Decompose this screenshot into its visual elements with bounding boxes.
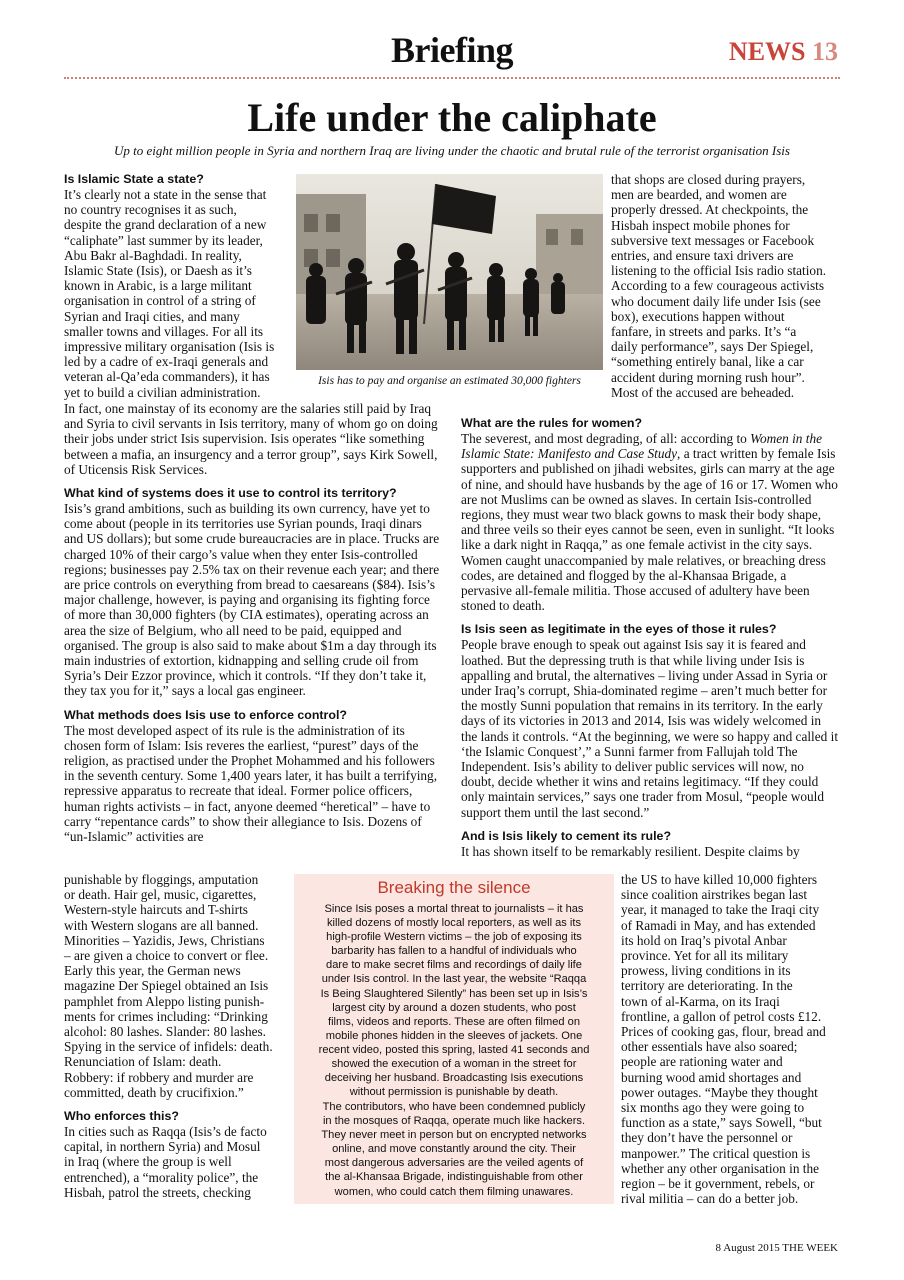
text-line: prowess, living conditions in its [621,963,791,979]
text-line: online, and move constantly around the city. Their [332,1143,576,1156]
question-heading: And is Isis likely to cement its rule? [461,828,672,843]
question-heading: What are the rules for women? [461,416,643,430]
text-line: Abu Bakr al-Baghdadi. In reality, [64,247,242,263]
militants-march-illustration [296,174,603,370]
section-q5-q7 [461,416,839,859]
text-line: of Ramadi in May, and has extended [621,917,816,933]
text-line: smaller towns and villages. For all its [64,323,264,339]
text-line: punishable by floggings, amputation [64,872,259,887]
text-line: veteran al-Qa’eda commanders), it has [64,369,270,385]
question-heading: Is Isis seen as legitimate in the eyes of those it rules? [461,622,777,637]
sidebar-paragraph-1 [298,902,610,1099]
text-line: “something entirely banal, like a car [611,354,804,370]
text-line: that shops are closed during prayers, [611,172,806,187]
text-line: they don’t have the personnel or [621,1130,793,1146]
text-line: town of al-Karma, on its Iraqi [621,993,780,1009]
q3-paragraph-a: The most developed aspect of its rule is the administration of its chosen form of Islam: Isis reveres the earliest, “purest” days of the religion, as practised under the Prophet Mohammed and his followers in the seventh century. Some 1,400 years later, it has built a terrifying, repressive apparatus to recreate that ideal. Former police officers, human rights activists – in fact, anyone deemed “heretical” – have to carry “repentance cards” to show their allegiance to Isis. Dozens of “un-Islamic” activities are [64,722,438,845]
text-line: most dangerous adversaries are the veiled agents of [324,1157,584,1170]
text-line: impressive military organisation (Isis is [64,339,275,355]
book-title: Women in the Islamic State: Manifesto and Case Study [461,431,823,462]
section-q1-intro [64,172,286,400]
text-line: organisation in control of a string of [64,293,256,309]
section-title: Briefing [391,30,513,70]
text-line: mobile phones hidden in the sleeves of jackets. One [325,1029,583,1042]
text-line: showed the execution of a woman in the street for [331,1058,577,1071]
text-line: killed dozens of mostly local reporters, as well as its [326,917,582,930]
text-line: burning wood amid shortages and [621,1069,802,1085]
publication-name: THE WEEK [782,1242,838,1254]
text-line: box), executions happen without [611,308,785,324]
question-heading: Who enforces this? [64,1109,179,1124]
text-line: It has shown itself to be remarkably resilient. Despite claims by [461,843,800,859]
news-page-label [729,37,838,67]
text-line: led by a cadre of ex-Iraqi generals and [64,354,269,370]
text-line: six months ago they were going to [621,1100,805,1116]
page-number: 13 [812,37,838,66]
text-line: in Iraq (where the group is well [64,1154,232,1170]
text-line: In cities such as Raqqa (Isis’s de facto [64,1124,267,1140]
text-line: daily performance”, says Der Spiegel, [611,339,814,355]
text-line: They never meet in person but on encrypted networks [321,1129,587,1142]
text-line: power outages. “Maybe they thought [621,1084,818,1100]
photo-caption: Isis has to pay and organise an estimated 30,000 fighters [318,375,581,387]
sidebar-paragraph-2 [298,1100,610,1199]
text-line: committed, death by crucifixion.” [64,1084,244,1100]
text-line: rival militia – can do a better job. [621,1191,799,1207]
section-q4-continued [611,172,843,400]
page-footer [716,1241,838,1255]
text-line: Is Being Slaughtered Silently” has been set up in Isis’s [320,987,588,1000]
text-line: Early this year, the German news [64,963,241,979]
question-heading: Is Islamic State a state? [64,172,204,186]
text-line: Western-style haircuts and T-shirts [64,902,248,918]
text-line: people are rationing water and [621,1054,783,1070]
text-run: The severest, and most degrading, of all: according to [461,431,751,446]
text-line: no country recognises it as such, [64,202,237,218]
text-line: barbarity has fallen to a handful of individuals who [331,945,577,958]
text-line: Most of the accused are beheaded. [611,384,795,400]
text-line: the al-Khansaa Brigade, indistinguishable from other [325,1171,583,1184]
text-line: men are bearded, and women are [611,187,787,203]
text-run: , a tract written by female Isis supporters and published on jihadi websites, girls can marry at the age of nine, and should have husbands by the age of 16 or 17. Women who are not Muslims can be owned as slaves. In certain Isis-controlled regions, they must wear two black gowns to mask their body shape, and three veils so their eyes cannot be seen, even in sunlight. “It looks like a dark night in Raqqa,” as one female activist in the city says. Women caught unaccompanied by male relatives, or breaching dress codes, are detained and flogged by the al-Khansaa Brigade, a pervasive all-female militia. Those accused of adultery have been stoned to death. [461,446,838,614]
text-line: whether any other organisation in the [621,1160,820,1176]
text-line: – are given a choice to convert or flee. [64,948,269,964]
q1-paragraph-1 [64,187,286,400]
text-line: alcohol: 80 lashes. Slander: 80 lashes. [64,1024,266,1040]
text-line: year, it managed to take the Iraqi city [621,902,820,918]
text-line: known in Arabic, is a large militant [64,278,252,294]
text-line: capital, in northern Syria) and Mosul [64,1139,261,1155]
text-line: other essentials have also soared; [621,1039,798,1055]
sidebar-title: Breaking the silence [377,878,531,897]
text-line: magazine Der Spiegel obtained an Isis [64,978,269,994]
header-divider [64,77,840,79]
text-line: the US to have killed 10,000 fighters [621,872,818,887]
text-line: under Isis control. In the last year, the website “Raqqa [321,973,587,986]
text-line: manpower.” The critical question is [621,1145,811,1161]
text-line: Since Isis poses a mortal threat to journalists – it has [324,903,584,915]
question-heading: What methods does Isis use to enforce control? [64,707,347,722]
text-line: Prices of cooking gas, flour, bread and [621,1024,826,1040]
text-line: Islamic State (Isis), or Daesh as it’s [64,263,252,279]
text-line: accident during morning rush hour”. [611,369,805,385]
text-line: Robbery: if robbery and murder are [64,1069,254,1085]
text-line: Hisbah inspect mobile phones for [611,217,790,233]
text-line: in the mosques of Raqqa, operate much like hackers. [322,1115,586,1128]
q5-paragraph [461,431,839,613]
q2-paragraph: Isis’s grand ambitions, such as building its own currency, have yet to come about (people in its territories use Syrian pounds, Iraqi dinars and US dollars); but some crude bureaucracies are in place. Trucks are charged 10% of their cargo’s value when they enter Isis-controlled regions; businesses pay 2.5% tax on their revenue each year; and there are price controls on everything from bread to caesareans ($84). Isis’s major challenge, however, is paying and organising its fighting force of more than 30,000 fighters (by CIA estimates), operating across an area the size of Belgium, who all need to be paid, equipped and organised. The group is also said to make about $1m a day through its main industries of extortion, kidnapping and selling crude oil from Syria’s Deir Ezzor province, which it controls. “If they don’t take it, they tax you for it,” says a local gas engineer. [64,501,440,699]
text-line: Renunciation of Islam: death. [64,1054,222,1070]
text-line: Spying in the service of infidels: death. [64,1039,273,1055]
text-line: listening to the official Isis radio station. [611,263,827,279]
article-photo [296,174,603,370]
text-line: Syrian and Iraqi cities, and many [64,308,240,324]
text-line: territory are deteriorating. In the [621,978,793,994]
news-label: NEWS [728,37,806,66]
text-line: The contributors, who have been condemned publicly [322,1101,586,1113]
text-line: since coalition airstrikes began last [621,887,808,903]
question-heading: What kind of systems does it use to control its territory? [64,486,397,501]
text-line: province. Yet for all its military [621,948,789,964]
q6-paragraph: People brave enough to speak out against Isis say it is feared and loathed. But the depressing truth is that while living under Isis is appalling and brutal, the alternatives – living under Assad in Syria or under Iraq’s corrupt, Shia-dominated regime – aren’t much better for the mostly Sunni population that remains in its territory. In the early days of its victories in 2013 and 2014, Isis was widely welcomed in the lands it controls. “At the beginning, we were so happy and called it ‘the Islamic Conquest’,” a Sunni farmer from Fallujah told The Independent. Isis’s ability to deliver public services will now, no doubt, decide whether it wins and retains legitimacy. “If they could only maintain services,” says one trader from Mosul, “people would support them until the last second.” [461,637,839,820]
text-line: dare to make secret films and recordings of daily life [326,959,582,972]
text-line: region – be it government, rebels, or [621,1176,815,1192]
text-line: It’s clearly not a state in the sense that [64,187,267,202]
text-line: function as a state,” says Sowell, “but [621,1115,822,1131]
text-line: Hisbah, patrol the streets, checking [64,1184,251,1200]
text-line: deceiving her husband. Broadcasting Isis executions [324,1072,584,1085]
text-line: or death. Hair gel, music, cigarettes, [64,887,257,903]
q1-paragraph-2: In fact, one mainstay of its economy are the salaries still paid by Iraq and Syria to civil servants in Isis territory, many of whom go on doing their jobs under strict Isis supervision. Isis operates “like something between a mafia, an insurgency and a terror group”, says Kirk Sowell, of Uticensis Risk Services. [64,401,438,477]
text-line: entries, and ensure taxi drivers are [611,248,794,264]
text-line: high-profile Western victims – the job of exposing its [326,931,582,944]
text-line: Minorities – Yazidis, Jews, Christians [64,932,265,948]
text-line: without permission is punishable by death. [349,1086,559,1099]
text-line: According to a few courageous activists [611,278,825,294]
text-line: entrenched), a “morality police”, the [64,1169,259,1185]
text-line: despite the grand declaration of a new [64,217,267,233]
section-q3-continued [64,872,286,1200]
headline: Life under the caliphate [247,95,657,140]
text-line: who document daily life under Isis (see [611,293,821,309]
text-line: films, videos and reports. These are often filmed on [328,1015,580,1028]
issue-date: 8 August 2015 [715,1242,780,1254]
text-line: fanfare, in streets and parks. It’s “a [611,324,797,340]
text-line: largest city by around a dozen students, who post [332,1001,576,1014]
standfirst: Up to eight million people in Syria and northern Iraq are living under the chaotic and brutal rule of the terrorist organisation Isis [114,143,790,158]
text-line: its hold on Iraq’s pivotal Anbar [621,932,787,948]
text-line: pamphlet from Aleppo listing punish- [64,993,265,1009]
text-line: with Western slogans are all banned. [64,917,259,933]
text-line: yet to build a civilian administration. [64,384,261,400]
text-line: recent video, posted this spring, lasted 41 seconds and [318,1043,590,1056]
text-line: properly dressed. At checkpoints, the [611,202,809,218]
section-q7-continued [621,872,843,1206]
section-q1-q3 [64,401,444,844]
text-line: ments for crimes including: “Drinking [64,1008,268,1024]
text-line: “caliphate” last summer by its leader, [64,232,263,248]
text-line: women, who could catch them filming unawares. [334,1185,574,1198]
text-line: frontline, a gallon of petrol costs £12. [621,1008,822,1024]
text-line: subversive text messages or Facebook [611,232,815,248]
